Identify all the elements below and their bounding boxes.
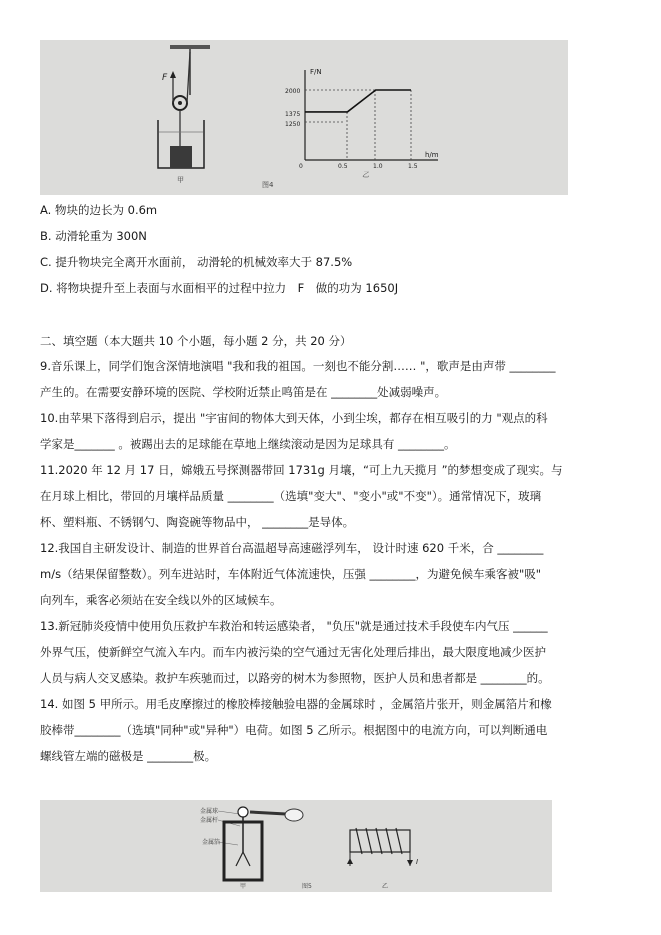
figure-4-photo	[40, 40, 568, 195]
label-metal-ball: 金属球	[200, 808, 219, 815]
fig5-caption: 图5	[302, 883, 312, 890]
rubber-rod	[250, 812, 286, 814]
y-tick-2000: 2000	[285, 88, 301, 95]
ceiling-bar	[170, 45, 210, 49]
q12-line1: 12.我国自主研发设计、制造的世界首台高温超导高速磁浮列车， 设计时速 620 千米，合 ________	[40, 541, 544, 555]
figure-5-photo	[40, 800, 552, 892]
sub-label-left: 甲	[177, 176, 184, 184]
section-title: 二、填空题（本大题共 10 个小题，每小题 2 分，共 20 分）	[40, 334, 352, 348]
q13-line3: 人员与病人交叉感染。救护车疾驰而过，以路旁的树木为参照物，医护人员和患者都是 ________的。	[40, 671, 550, 685]
label-metal-foil: 金属箔	[202, 839, 221, 846]
q9-line2: 产生的。在需要安静环境的医院、学校附近禁止鸣笛是在 ________处减弱噪声。	[40, 385, 447, 399]
q11-line2: 在月球上相比，带回的月壤样品质量 ________（选填"变大"、"变小"或"不变"）。通常情况下，玻璃	[40, 489, 542, 503]
x-tick-1-5: 1.5	[408, 163, 418, 170]
q11-line3: 杯、塑料瓶、不锈钢勺、陶瓷碗等物品中， ________是导体。	[40, 515, 355, 529]
y-tick-1375: 1375	[285, 111, 301, 118]
x-tick-0: 0	[299, 163, 303, 170]
q13-line1: 13.新冠肺炎疫情中使用负压救护车救治和转运感染者， "负压"就是通过技术手段使车内气压 ______	[40, 619, 548, 633]
q14-line2: 胶棒带________（选填"同种"或"异种"）电荷。如图 5 乙所示。根据图中的电流方向，可以判断通电	[40, 723, 548, 737]
option-c: C. 提升物块完全离开水面前， 动滑轮的机械效率大于 87.5%	[40, 255, 353, 269]
force-label: F	[162, 73, 168, 83]
sub-label-right: 乙	[362, 171, 369, 179]
fig5-sub-right: 乙	[382, 883, 389, 890]
q10-line1: 10.由苹果下落得到启示，提出 "宇宙间的物体大到天体，小到尘埃，都存在相互吸引的力 "观点的科	[40, 411, 548, 425]
q11-line1: 11.2020 年 12 月 17 日，嫦娥五号探测器带回 1731g 月壤，“可上九天揽月 ”的梦想变成了现实。与	[40, 463, 563, 477]
x-tick-0-5: 0.5	[338, 163, 348, 170]
hand	[285, 809, 303, 821]
figure-5-drawing	[40, 800, 552, 892]
y-axis-label: F/N	[310, 68, 322, 76]
option-a: A. 物块的边长为 0.6m	[40, 203, 158, 217]
figure-caption: 图4	[262, 181, 274, 189]
option-b: B. 动滑轮重为 300N	[40, 229, 147, 243]
current-label: I	[416, 858, 419, 866]
q9-line1: 9.音乐课上，同学们饱含深情地演唱 "我和我的祖国。一刻也不能分割…… "，歌声是由声带 ________	[40, 359, 556, 373]
y-tick-1250: 1250	[285, 121, 301, 128]
q14-line1: 14. 如图 5 甲所示。用毛皮摩擦过的橡胶棒接触验电器的金属球时 ，金属箔片张开，则金属箔片和橡	[40, 697, 552, 711]
fig5-sub-left: 甲	[240, 883, 247, 890]
option-d: D. 将物块提升至上表面与水面相平的过程中拉力 F 做的功为 1650J	[40, 281, 399, 295]
label-metal-rod: 金属杆	[200, 817, 219, 824]
electroscope-ball	[238, 807, 248, 817]
q14-line3: 螺线管左端的磁极是 ________极。	[40, 749, 217, 763]
x-axis-label: h/m	[425, 151, 439, 159]
q12-line3: 向列车，乘客必须站在安全线以外的区域候车。	[40, 593, 282, 607]
x-tick-1-0: 1.0	[373, 163, 383, 170]
block	[170, 146, 192, 168]
force-height-line	[305, 90, 411, 112]
figure-4-drawing	[40, 40, 568, 195]
q12-line2: m/s（结果保留整数）。列车进站时，车体附近气体流速快，压强 ________，为避免候车乘客被"吸"	[40, 567, 542, 581]
q13-line2: 外界气压，使新鲜空气流入车内。而车内被污染的空气通过无害化处理后排出，最大限度地减少医护	[40, 645, 546, 659]
q10-line2: 学家是_______ 。被踢出去的足球能在草地上继续滚动是因为足球具有 ________。	[40, 437, 456, 451]
